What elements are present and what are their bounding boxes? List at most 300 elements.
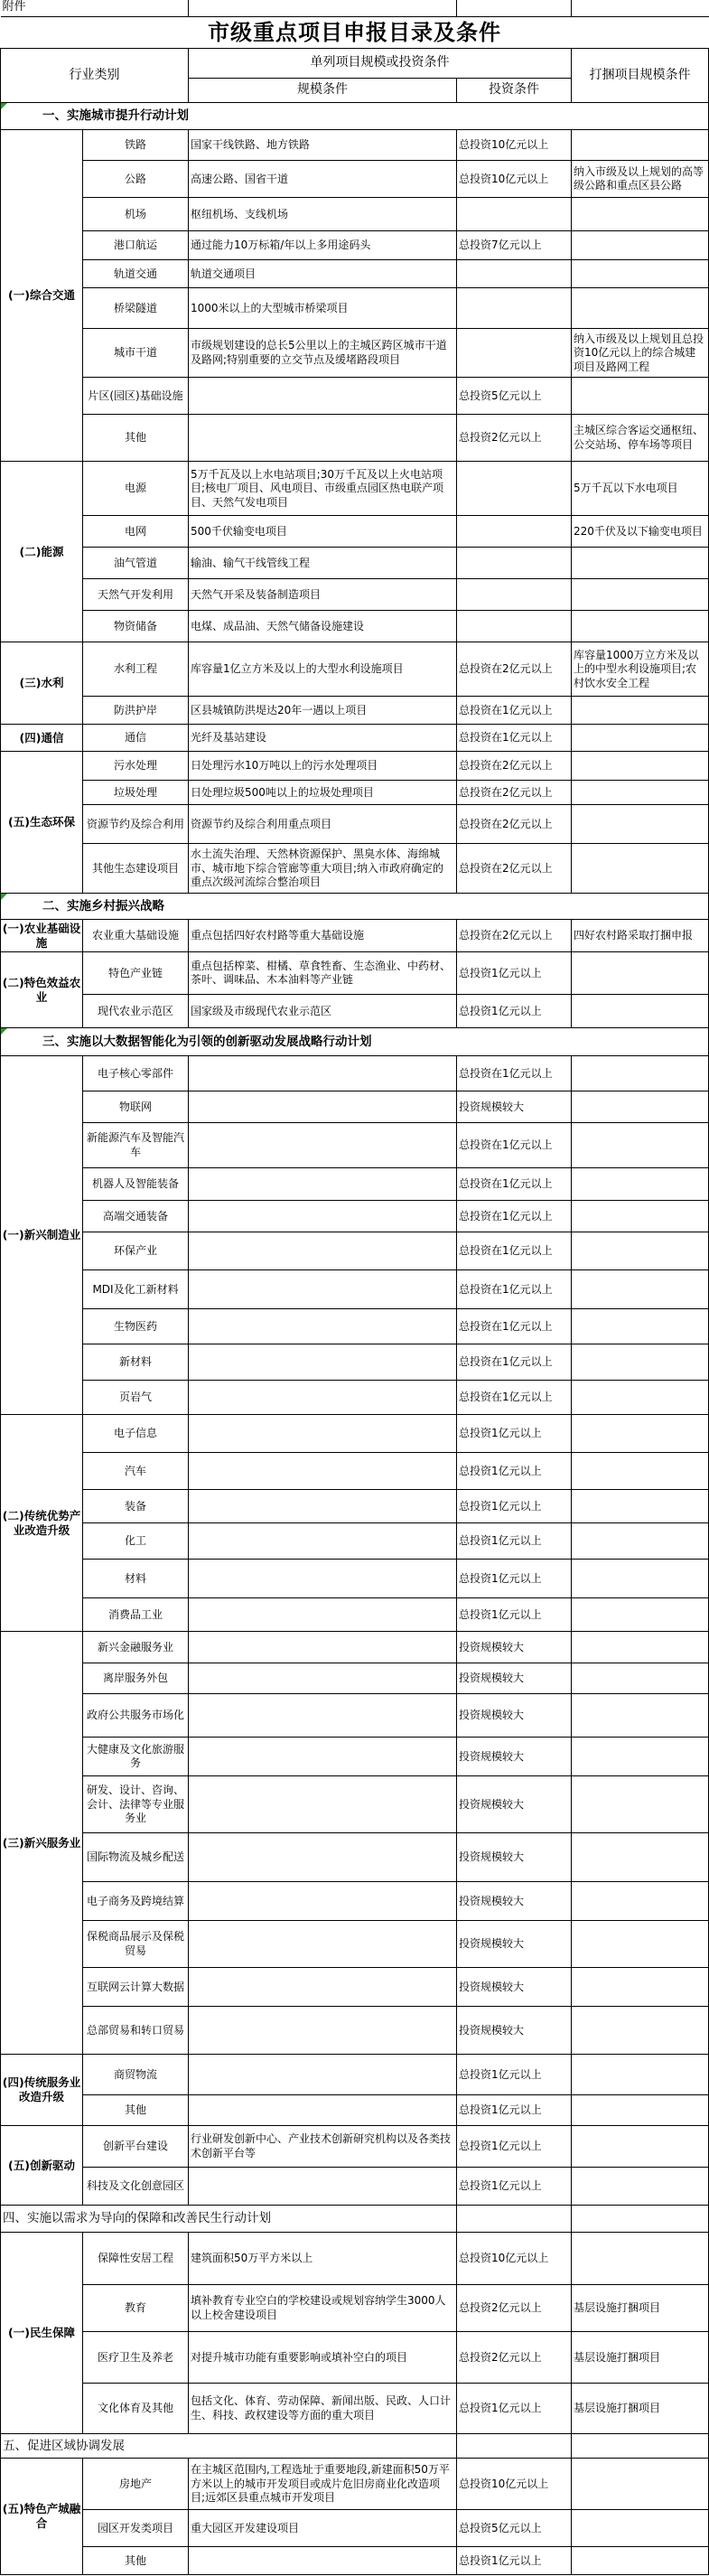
table-row [1,2332,709,2384]
investment-condition-cell: 总投资在1亿元以上 [457,1056,572,1091]
investment-condition-cell: 总投资在1亿元以上 [457,1381,572,1415]
sector-cell: 房地产 [83,2459,189,2510]
table-row [1,1523,709,1560]
investment-condition-cell: 总投资7亿元以上 [457,231,572,260]
bundled-condition-cell [572,579,709,611]
bundled-condition-cell [572,1344,709,1381]
scale-condition-cell [189,1663,457,1694]
scale-condition-cell [189,2547,457,2575]
table-body [1,103,709,2575]
investment-condition-cell: 总投资10亿元以上 [457,2459,572,2510]
scale-condition-cell [189,1694,457,1738]
investment-condition-cell: 投资规模较大 [457,2007,572,2055]
investment-condition-cell [457,260,572,288]
table-row [1,1232,709,1270]
scale-condition-cell: 500千伏输变电项目 [189,516,457,548]
table-row [1,462,709,516]
table-row [1,1270,709,1309]
scale-condition-cell [189,1490,457,1523]
table-row [1,1201,709,1232]
bundled-condition-cell [572,1738,709,1776]
investment-condition-cell [457,611,572,642]
scale-condition-cell [189,1968,457,2007]
sector-cell: 防洪护岸 [83,697,189,725]
sector-cell: 研发、设计、咨询、会计、法律等专业服务业 [83,1776,189,1833]
table-row [1,1560,709,1598]
empty-cell [572,0,709,16]
section-row [1,2434,709,2459]
table-row [1,2126,709,2168]
sector-cell: 商贸物流 [83,2055,189,2095]
investment-condition-cell: 总投资1亿元以上 [457,2126,572,2168]
bundled-condition-cell [572,2233,709,2285]
bundled-condition-cell [572,548,709,579]
scale-condition-cell [189,1232,457,1270]
table-row [1,260,709,288]
scale-condition-cell [189,2055,457,2095]
bundled-condition-cell [572,752,709,781]
sector-cell: 物资储备 [83,611,189,642]
investment-condition-cell: 投资规模较大 [457,1694,572,1738]
bundled-condition-cell [572,844,709,894]
investment-condition-cell: 投资规模较大 [457,1968,572,2007]
bundled-condition-cell: 基层设施打捆项目 [572,2285,709,2332]
scale-condition-cell [189,1921,457,1968]
scale-condition-cell: 轨道交通项目 [189,260,457,288]
table-row [1,844,709,894]
investment-condition-cell: 投资规模较大 [457,1091,572,1123]
scale-condition-cell [189,1560,457,1598]
category-cell: (一)新兴制造业 [1,1056,83,1415]
table-row [1,2007,709,2055]
category-cell: (二)能源 [1,462,83,642]
sector-cell: 电子商务及跨境结算 [83,1882,189,1921]
bundled-condition-cell [572,260,709,288]
sector-cell: 公路 [83,161,189,198]
table-row [1,1776,709,1833]
investment-condition-cell: 总投资在2亿元以上 [457,642,572,697]
category-cell: (五)生态环保 [1,752,83,894]
sector-cell: 材料 [83,1560,189,1598]
sector-cell: 保税商品展示及保税贸易 [83,1921,189,1968]
sector-cell: 铁路 [83,130,189,161]
investment-condition-cell: 总投资在1亿元以上 [457,1344,572,1381]
investment-condition-cell: 总投资10亿元以上 [457,161,572,198]
category-cell: (四)通信 [1,725,83,752]
investment-condition-cell: 总投资1亿元以上 [457,1490,572,1523]
header-investment-condition: 投资条件 [457,79,572,103]
investment-condition-cell: 总投资在1亿元以上 [457,1232,572,1270]
table-row [1,697,709,725]
table-row [1,548,709,579]
scale-condition-cell [189,1598,457,1632]
investment-condition-cell: 投资规模较大 [457,1921,572,1968]
sector-cell: 新能源汽车及智能汽车 [83,1123,189,1168]
table-row [1,1123,709,1168]
category-cell: (一)农业基础设施 [1,920,83,952]
table-row [1,2168,709,2206]
scale-condition-cell: 填补教育专业空白的学校建设或规划容纳学生3000人以上校舍建设项目 [189,2285,457,2332]
investment-condition-cell: 投资规模较大 [457,1833,572,1882]
category-cell: (五)创新驱动 [1,2126,83,2206]
table-row [1,130,709,161]
bundled-condition-cell: 220千伏及以下输变电项目 [572,516,709,548]
table-row [1,329,709,378]
scale-condition-cell [189,1381,457,1415]
section-row [1,2206,709,2233]
scale-condition-cell: 5万千瓦及以上水电站项目;30万千瓦及以上火电站项目;核电厂项目、风电项目、市级重点园区热电联产项目、天然气发电项目 [189,462,457,516]
section-header: 三、实施以大数据智能化为引领的创新驱动发展战略行动计划 [1,1028,709,1056]
investment-condition-cell: 总投资1亿元以上 [457,1560,572,1598]
scale-condition-cell: 在主城区范围内,工程选址于重要地段,新建面积50万平方米以上的城市开发项目或成片危旧房商业化改造项目;远郊区县重点城市开发项目 [189,2459,457,2510]
table-row [1,1738,709,1776]
empty-cell [457,2206,572,2233]
table-row [1,1415,709,1453]
bundled-condition-cell [572,2055,709,2095]
category-cell: (五)特色产城融合 [1,2459,83,2575]
investment-condition-cell [457,198,572,231]
bundled-condition-cell [572,2510,709,2547]
investment-condition-cell: 总投资1亿元以上 [457,2168,572,2206]
scale-condition-cell: 通过能力10万标箱/年以上多用途码头 [189,231,457,260]
sector-cell: 离岸服务外包 [83,1663,189,1694]
sector-cell: 园区开发类项目 [83,2510,189,2547]
sector-cell: 总部贸易和转口贸易 [83,2007,189,2055]
empty-cell [457,0,572,16]
investment-condition-cell [457,579,572,611]
sector-cell: 其他生态建设项目 [83,844,189,894]
scale-condition-cell [189,1091,457,1123]
investment-condition-cell [457,329,572,378]
table-row [1,995,709,1028]
table-row [1,2285,709,2332]
scale-condition-cell: 国家干线铁路、地方铁路 [189,130,457,161]
bundled-condition-cell [572,611,709,642]
investment-condition-cell: 总投资1亿元以上 [457,1415,572,1453]
bundled-condition-cell [572,1694,709,1738]
investment-condition-cell: 总投资1亿元以上 [457,1598,572,1632]
investment-condition-cell: 总投资在2亿元以上 [457,752,572,781]
bundled-condition-cell [572,995,709,1028]
bundled-condition-cell [572,697,709,725]
bundled-condition-cell: 库容量1000万立方米及以上的中型水利设施项目;农村饮水安全工程 [572,642,709,697]
scale-condition-cell [189,1882,457,1921]
bundled-condition-cell [572,378,709,415]
header-single-project-conditions: 单列项目规模或投资条件 [189,49,572,79]
investment-condition-cell: 总投资在2亿元以上 [457,805,572,844]
attachment-row [1,0,709,16]
section-header: 一、实施城市提升行动计划 [1,103,709,130]
header-bundled-condition: 打捆项目规模条件 [572,49,709,103]
investment-condition-cell: 总投资1亿元以上 [457,2547,572,2575]
section-header: 五、促进区域协调发展 [1,2434,457,2459]
table-row [1,1968,709,2007]
sector-cell: 特色产业链 [83,952,189,995]
empty-cell [457,2434,572,2459]
investment-condition-cell: 总投资在1亿元以上 [457,725,572,752]
scale-condition-cell: 重点包括四好农村路等重大基础设施 [189,920,457,952]
table-row [1,516,709,548]
sector-cell: 政府公共服务市场化 [83,1694,189,1738]
scale-condition-cell [189,1309,457,1344]
page-title: 市级重点项目申报目录及条件 [1,16,709,49]
table-row [1,920,709,952]
investment-condition-cell: 总投资1亿元以上 [457,952,572,995]
table-row [1,752,709,781]
sector-cell: 化工 [83,1523,189,1560]
table-row [1,1921,709,1968]
scale-condition-cell: 市级规划建设的总长5公里以上的主城区跨区城市干道及路网;特别重要的立交节点及缓堵路段项目 [189,329,457,378]
bundled-condition-cell [572,231,709,260]
category-cell: (四)传统服务业改造升级 [1,2055,83,2126]
bundled-condition-cell [572,130,709,161]
investment-condition-cell [457,548,572,579]
table-row [1,161,709,198]
scale-condition-cell: 日处理垃圾500吨以上的垃圾处理项目 [189,781,457,805]
table-row [1,2233,709,2285]
scale-condition-cell [189,1123,457,1168]
scale-condition-cell [189,1344,457,1381]
sector-cell: 互联网云计算大数据 [83,1968,189,2007]
scale-condition-cell [189,1776,457,1833]
scale-condition-cell: 包括文化、体育、劳动保障、新闻出版、民政、人口计生、科技、政权建设等方面的重大项目 [189,2384,457,2434]
scale-condition-cell: 天然气开采及装备制造项目 [189,579,457,611]
bundled-condition-cell [572,1632,709,1663]
bundled-condition-cell [572,1168,709,1201]
bundled-condition-cell [572,1056,709,1091]
investment-condition-cell: 总投资在1亿元以上 [457,1201,572,1232]
sector-cell: 物联网 [83,1091,189,1123]
table-row [1,1309,709,1344]
investment-condition-cell: 总投资1亿元以上 [457,1453,572,1490]
scale-condition-cell: 建筑面积50万平方米以上 [189,2233,457,2285]
table-row [1,1598,709,1632]
bundled-condition-cell: 纳入市级及以上规划且总投资10亿元以上的综合城建项目及路网工程 [572,329,709,378]
empty-cell [572,2206,709,2233]
scale-condition-cell [189,1201,457,1232]
investment-condition-cell: 投资规模较大 [457,1663,572,1694]
investment-condition-cell: 总投资在2亿元以上 [457,844,572,894]
section-row [1,103,709,130]
table-row [1,288,709,329]
scale-condition-cell [189,1738,457,1776]
sector-cell: 环保产业 [83,1232,189,1270]
table-row [1,1091,709,1123]
bundled-condition-cell: 四好农村路采取打捆申报 [572,920,709,952]
sector-cell: 其他 [83,2547,189,2575]
sector-cell: 轨道交通 [83,260,189,288]
bundled-condition-cell: 基层设施打捆项目 [572,2332,709,2384]
bundled-condition-cell [572,1776,709,1833]
scale-condition-cell [189,2095,457,2126]
bundled-condition-cell [572,2126,709,2168]
scale-condition-cell [189,2007,457,2055]
bundled-condition-cell [572,1921,709,1968]
table-row [1,2459,709,2510]
sector-cell: 国际物流及城乡配送 [83,1833,189,1882]
bundled-condition-cell [572,1381,709,1415]
scale-condition-cell [189,378,457,415]
bundled-condition-cell [572,1490,709,1523]
scale-condition-cell [189,415,457,462]
sector-cell: 城市干道 [83,329,189,378]
bundled-condition-cell [572,2459,709,2510]
investment-condition-cell: 总投资2亿元以上 [457,2285,572,2332]
section-header: 四、实施以需求为导向的保障和改善民生行动计划 [1,2206,457,2233]
table-row [1,642,709,697]
sector-cell: 农业重大基础设施 [83,920,189,952]
bundled-condition-cell: 主城区综合客运交通枢纽、公交站场、停车场等项目 [572,415,709,462]
scale-condition-cell: 资源节约及综合利用重点项目 [189,805,457,844]
investment-condition-cell: 总投资1亿元以上 [457,995,572,1028]
table-row [1,2095,709,2126]
bundled-condition-cell [572,288,709,329]
investment-condition-cell: 总投资在1亿元以上 [457,1270,572,1309]
table-row [1,1833,709,1882]
investment-condition-cell: 总投资在2亿元以上 [457,781,572,805]
scale-condition-cell: 重大园区开发建设项目 [189,2510,457,2547]
investment-condition-cell: 投资规模较大 [457,1882,572,1921]
table-row [1,1490,709,1523]
section-row [1,894,709,920]
bundled-condition-cell [572,1309,709,1344]
bundled-condition-cell [572,1453,709,1490]
bundled-condition-cell: 基层设施打捆项目 [572,2384,709,2434]
table-row [1,2384,709,2434]
table-row [1,805,709,844]
sector-cell: 装备 [83,1490,189,1523]
scale-condition-cell [189,1415,457,1453]
scale-condition-cell: 输油、输气干线管线工程 [189,548,457,579]
sector-cell: 油气管道 [83,548,189,579]
category-cell: (三)新兴服务业 [1,1632,83,2055]
table-row [1,611,709,642]
sector-cell: 机场 [83,198,189,231]
table-row [1,725,709,752]
investment-condition-cell: 总投资5亿元以上 [457,378,572,415]
sector-cell: 医疗卫生及养老 [83,2332,189,2384]
scale-condition-cell: 国家级及市级现代农业示范区 [189,995,457,1028]
table-row [1,378,709,415]
scale-condition-cell: 重点包括榨菜、柑橘、草食牲畜、生态渔业、中药材、茶叶、调味品、木本油料等产业链 [189,952,457,995]
table-row [1,1453,709,1490]
investment-condition-cell: 总投资1亿元以上 [457,1523,572,1560]
bundled-condition-cell [572,1598,709,1632]
table-row [1,2055,709,2095]
bundled-condition-cell [572,1560,709,1598]
investment-condition-cell: 总投资在1亿元以上 [457,1123,572,1168]
bundled-condition-cell [572,2168,709,2206]
sector-cell: MDI及化工新材料 [83,1270,189,1309]
sector-cell: 片区(园区)基础设施 [83,378,189,415]
bundled-condition-cell [572,1201,709,1232]
table-row [1,1632,709,1663]
title-row [1,16,709,49]
bundled-condition-cell [572,1123,709,1168]
table-row [1,2547,709,2575]
investment-condition-cell: 总投资1亿元以上 [457,2384,572,2434]
sector-cell: 新兴金融服务业 [83,1632,189,1663]
investment-condition-cell: 总投资1亿元以上 [457,2055,572,2095]
scale-condition-cell [189,1833,457,1882]
section-header: 二、实施乡村振兴战略 [1,894,709,920]
error-marker-triangle-icon [1,894,7,900]
investment-condition-cell: 总投资在1亿元以上 [457,1309,572,1344]
scale-condition-cell: 区县城镇防洪堤达20年一遇以上项目 [189,697,457,725]
sector-cell: 大健康及文化旅游服务 [83,1738,189,1776]
investment-condition-cell: 总投资1亿元以上 [457,2095,572,2126]
sector-cell: 创新平台建设 [83,2126,189,2168]
investment-condition-cell: 投资规模较大 [457,1632,572,1663]
table-row [1,952,709,995]
category-cell: (一)民生保障 [1,2233,83,2434]
investment-condition-cell: 投资规模较大 [457,1738,572,1776]
sector-cell: 电网 [83,516,189,548]
bundled-condition-cell [572,1968,709,2007]
sector-cell: 保障性安居工程 [83,2233,189,2285]
header-scale-condition: 规模条件 [189,79,457,103]
sector-cell: 其他 [83,415,189,462]
sector-cell: 教育 [83,2285,189,2332]
table-row [1,781,709,805]
investment-condition-cell: 总投资2亿元以上 [457,2332,572,2384]
table-row [1,1381,709,1415]
header-industry-category: 行业类别 [1,49,189,103]
scale-condition-cell: 日处理污水10万吨以上的污水处理项目 [189,752,457,781]
investment-condition-cell: 总投资在2亿元以上 [457,920,572,952]
bundled-condition-cell [572,2095,709,2126]
table-row [1,198,709,231]
scale-condition-cell [189,1632,457,1663]
sector-cell: 其他 [83,2095,189,2126]
scale-condition-cell: 电煤、成品油、天然气储备设施建设 [189,611,457,642]
investment-condition-cell: 总投资2亿元以上 [457,415,572,462]
table-row [1,2510,709,2547]
scale-condition-cell: 光纤及基站建设 [189,725,457,752]
investment-condition-cell: 总投资在1亿元以上 [457,1168,572,1201]
sector-cell: 垃圾处理 [83,781,189,805]
bundled-condition-cell [572,805,709,844]
investment-condition-cell [457,288,572,329]
bundled-condition-cell: 5万千瓦以下水电项目 [572,462,709,516]
bundled-condition-cell [572,781,709,805]
sector-cell: 机器人及智能装备 [83,1168,189,1201]
scale-condition-cell [189,1056,457,1091]
header-row-1 [1,49,709,79]
sector-cell: 港口航运 [83,231,189,260]
category-cell: (二)特色效益农业 [1,952,83,1028]
investment-condition-cell: 总投资5亿元以上 [457,2510,572,2547]
scale-condition-cell: 水土流失治理、天然林资源保护、黑臭水体、海绵城市、城市地下综合管廊等重大项目;纳入市政府确定的重点次级河流综合整治项目 [189,844,457,894]
sector-cell: 高端交通装备 [83,1201,189,1232]
attachment-label: 附件 [1,0,189,16]
table-row [1,415,709,462]
investment-condition-cell: 总投资10亿元以上 [457,2233,572,2285]
scale-condition-cell [189,1523,457,1560]
sector-cell: 汽车 [83,1453,189,1490]
scale-condition-cell: 库容量1亿立方米及以上的大型水利设施项目 [189,642,457,697]
bundled-condition-cell: 纳入市级及以上规划的高等级公路和重点区县公路 [572,161,709,198]
scale-condition-cell: 行业研发创新中心、产业技术创新研究机构以及各类技术创新平台等 [189,2126,457,2168]
sector-cell: 消费品工业 [83,1598,189,1632]
category-cell: (一)综合交通 [1,130,83,462]
scale-condition-cell [189,2168,457,2206]
scale-condition-cell: 1000米以上的大型城市桥梁项目 [189,288,457,329]
table-row [1,1882,709,1921]
bundled-condition-cell [572,1833,709,1882]
sector-cell: 污水处理 [83,752,189,781]
investment-condition-cell: 投资规模较大 [457,1776,572,1833]
